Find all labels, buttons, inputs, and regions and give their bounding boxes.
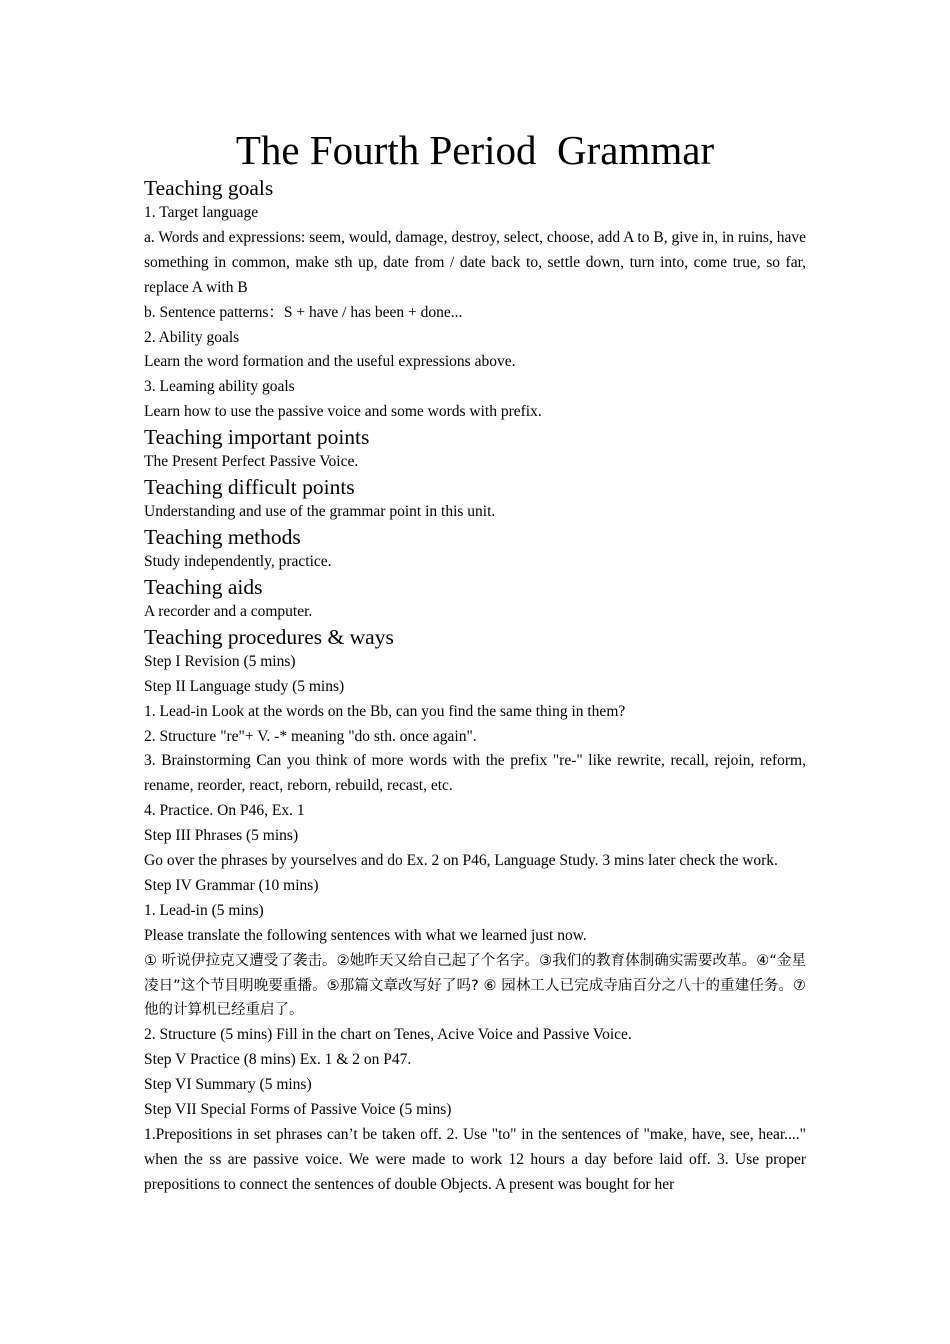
paragraph: 3. Leaming ability goals <box>144 378 295 396</box>
page-title: The Fourth Period Grammar <box>235 127 715 173</box>
paragraph: 2. Structure (5 mins) Fill in the chart on Tenes, Acive Voice and Passive Voice. <box>144 1026 632 1044</box>
document-page <box>144 122 806 1198</box>
document-body <box>144 176 806 1198</box>
paragraph: Step II Language study (5 mins) <box>144 677 345 695</box>
section-heading: Teaching important points <box>144 425 370 450</box>
paragraph: The Present Perfect Passive Voice. <box>144 453 359 471</box>
section-heading: Teaching procedures & ways <box>144 624 394 649</box>
paragraph: A recorder and a computer. <box>144 602 313 620</box>
paragraph: 3. Brainstorming Can you think of more words with the prefix "re-" like rewrite, recall, rejoin, reform, rename, reorder, react, reborn, rebuild, recast, etc. <box>144 752 806 795</box>
paragraph: 1. Lead-in Look at the words on the Bb, can you find the same thing in them? <box>144 702 626 720</box>
paragraph: a. Words and expressions: seem, would, damage, destroy, select, choose, add A to B, give in, in ruins, have something in common, make sth up, date from / date back to, settle down, turn into, come true, so far, replace A with B <box>144 228 806 296</box>
paragraph: 4. Practice. On P46, Ex. 1 <box>144 802 305 820</box>
paragraph: Go over the phrases by yourselves and do Ex. 2 on P46, Language Study. 3 mins later check the work. <box>144 852 778 870</box>
paragraph: 1. Target language <box>144 204 259 221</box>
section-heading: Teaching aids <box>144 574 263 599</box>
paragraph: Step III Phrases (5 mins) <box>144 827 299 845</box>
paragraph: b. Sentence patterns：S + have / has been + done... <box>144 303 463 321</box>
paragraph: Step I Revision (5 mins) <box>144 652 296 670</box>
paragraph: Study independently, practice. <box>144 552 332 570</box>
paragraph: 1.Prepositions in set phrases can’t be taken off. 2. Use "to" in the sentences of "make, have, see, hear...." when the ss are passive voice. We were made to work 12 hours a day before laid off. 3. Use proper prepositions to connect the sentences of double Objects. A present was bought for her <box>144 1126 806 1193</box>
paragraph: Step V Practice (8 mins) Ex. 1 & 2 on P47. <box>144 1051 412 1069</box>
chinese-sentences: ① 听说伊拉克又遭受了袭击。②她昨天又给自己起了个名字。③我们的教育体制确实需要改革。④“金星凌日”这个节目明晚要重播。⑤那篇文章改写好了吗? ⑥ 园林工人已完成寺庙百分之八十的重建任务。⑦他的计算机已经重启了。 <box>144 952 806 1019</box>
paragraph: Learn the word formation and the useful expressions above. <box>144 353 516 371</box>
paragraph: Understanding and use of the grammar point in this unit. <box>144 503 496 521</box>
paragraph: Step VII Special Forms of Passive Voice (5 mins) <box>144 1101 452 1119</box>
section-heading: Teaching methods <box>144 524 301 549</box>
section-heading: Teaching goals <box>144 176 274 200</box>
paragraph: Learn how to use the passive voice and some words with prefix. <box>144 403 542 421</box>
paragraph: Please translate the following sentences with what we learned just now. <box>144 926 587 944</box>
section-heading: Teaching difficult points <box>144 475 355 500</box>
paragraph: 2. Structure "re"+ V. -* meaning "do sth. once again". <box>144 727 477 745</box>
paragraph: 2. Ability goals <box>144 328 240 346</box>
paragraph: 1. Lead-in (5 mins) <box>144 901 264 919</box>
paragraph: Step VI Summary (5 mins) <box>144 1076 312 1094</box>
paragraph: Step IV Grammar (10 mins) <box>144 876 319 894</box>
